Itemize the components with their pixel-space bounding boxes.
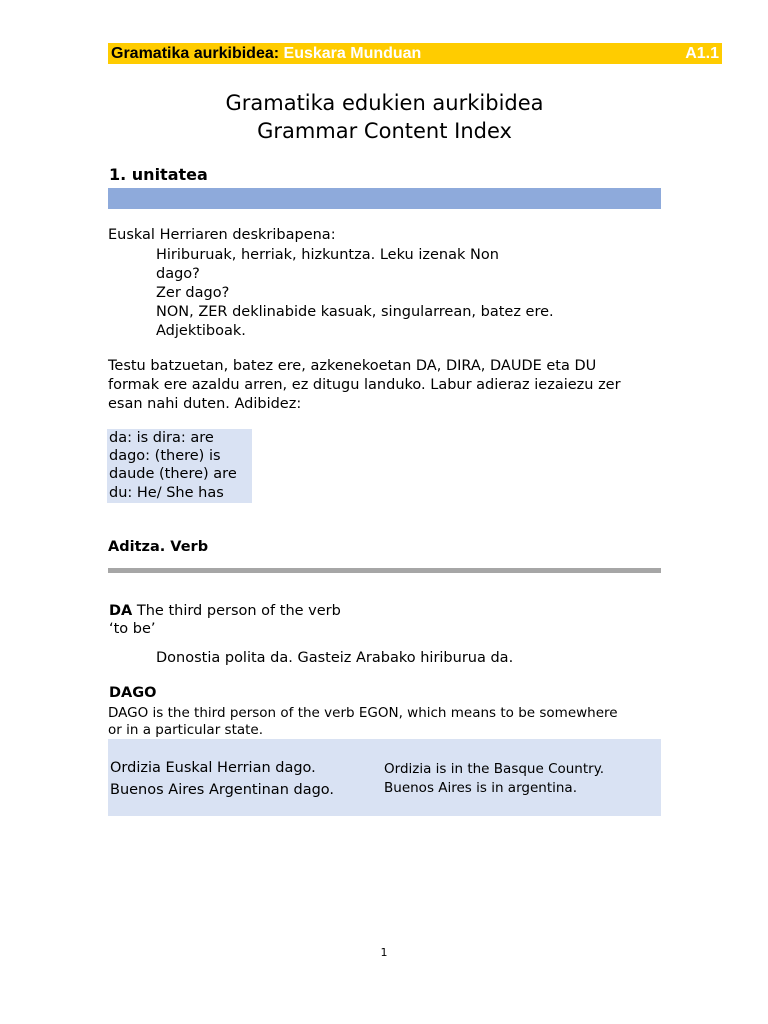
example-basque: Ordizia Euskal Herrian dago. [110,760,316,776]
glossary-line: du: He/ She has [109,485,224,501]
paragraph-line: formak ere azaldu arren, ez ditugu landuko. Labur adieraz iezaiezu zer [108,377,621,393]
unit-heading-bar [108,188,661,209]
dago-desc: DAGO is the third person of the verb EGON, which means to be somewhere [108,705,618,721]
da-definition [109,602,341,621]
paragraph-line: Testu batzuetan, batez ere, azkenekoetan DA, DIRA, DAUDE eta DU [108,358,597,374]
glossary-line: da: is dira: are [109,430,214,446]
dago-desc-line2: or in a particular state. [108,722,264,738]
example-english: Buenos Aires is in argentina. [384,780,577,796]
da-desc-line2: ‘to be’ [109,621,156,637]
da-desc: The third person of the verb [132,603,341,619]
intro-label: Euskal Herriaren deskribapena: [108,227,336,243]
da-term: DA [109,603,133,619]
topic-line: Adjektiboak. [156,323,246,339]
document-header-bar [108,43,722,64]
verb-section-divider [108,568,661,573]
page-title: Gramatika edukien aurkibidea [225,91,544,115]
topic-line: NON, ZER deklinabide kasuak, singularrean, batez ere. [156,304,554,320]
page-subtitle: Grammar Content Index [257,119,512,143]
topic-line: dago? [156,266,200,282]
verb-section-heading: Aditza. Verb [108,539,209,555]
header-level: A1.1 [685,45,719,62]
header-subtitle: Euskara Munduan [279,45,422,62]
dago-term: DAGO [109,685,157,701]
paragraph-line: esan nahi duten. Adibidez: [108,396,302,412]
example-basque: Buenos Aires Argentinan dago. [110,782,335,798]
header-label: Gramatika aurkibidea: Euskara Munduan [111,45,422,62]
da-example: Donostia polita da. Gasteiz Arabako hiriburua da. [156,650,514,666]
topic-line: Hiriburuak, herriak, hizkuntza. Leku izenak Non [156,247,499,263]
page-number: 1 [380,946,388,959]
unit-heading: 1. unitatea [109,165,208,184]
glossary-line: daude (there) are [109,466,237,482]
glossary-line: dago: (there) is [109,448,221,464]
topic-line: Zer dago? [156,285,230,301]
example-english: Ordizia is in the Basque Country. [384,761,605,777]
